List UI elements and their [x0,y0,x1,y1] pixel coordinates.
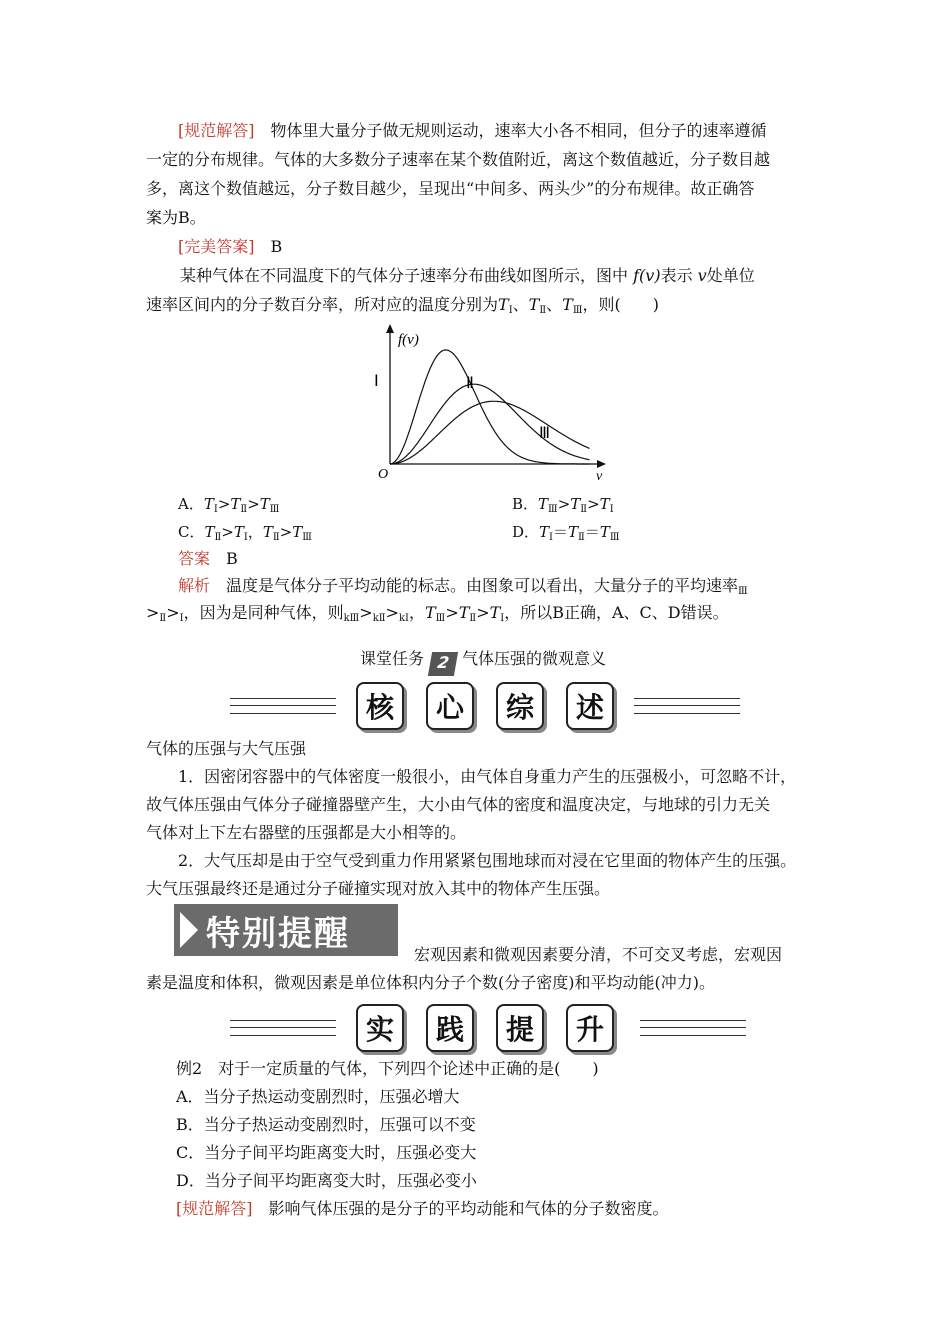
body-p1-line-1: 1．因密闭容器中的气体密度一般很小，由气体自身重力产生的压强极小，可忽略不计， [178,767,797,786]
solution-line-4: 案为B。 [146,208,206,227]
temp-symbol: T [528,295,540,314]
temp-sub: Ⅱ [214,532,222,543]
analysis-k1: kⅠ [398,613,409,624]
temp-sub: Ⅰ [549,532,553,543]
temp-symbol: T [599,523,610,541]
option-a-label: A． [178,495,204,513]
y-axis-label: f(v) [398,332,419,348]
temp-symbol: T [489,603,501,622]
example-option-c[interactable]: C．当分子间平均距离变大时，压强必变大 [176,1143,477,1162]
special-note-banner [174,904,398,956]
body-p1-line-2: 故气体压强由气体分子碰撞器壁产生，大小由气体的密度和温度决定，与地球的引力无关 [146,795,771,814]
note-line-1: 宏观因素和微观因素要分清，不可交叉考虑，宏观因 [414,945,783,964]
body-p2-line-1: 2．大气压却是由于空气受到重力作用紧紧包围地球而对浸在它里面的物体产生的压强。 [178,851,797,870]
body-p2-line-2: 大气压强最终还是通过分子碰撞实现对放入其中的物体产生压强。 [146,879,611,898]
analysis-k3: kⅢ [343,613,360,624]
temp-symbol: T [259,495,270,513]
temp-symbol: T [562,295,573,314]
gt-5: > [445,603,459,622]
note-line-2: 素是温度和体积，微观因素是单位体积内分子个数(分子密度)和平均动能(冲力)。 [146,973,715,992]
temp-sub: Ⅰ [500,613,505,624]
y-axis [386,324,394,464]
temp-symbol: T [458,603,470,622]
option-b[interactable] [512,494,614,520]
header-char: 核 [356,682,404,730]
analysis-text-1: 温度是气体分子平均动能的标志。由图象可以看出，大量分子的平均速率 [226,576,739,595]
question-text-2a: 速率区间内的分子数百分率，所对应的温度分别为 [146,295,499,314]
curve-label-2: Ⅱ [466,375,474,392]
temp-sub-2: Ⅱ [539,305,547,316]
solution-line-1 [178,120,858,142]
temp-symbol: T [233,523,244,541]
answer-tag: 答案 [178,549,211,568]
header-chars [356,682,614,730]
body-p1-line-3: 气体对上下左右器壁的压强都是大小相等的。 [146,823,467,842]
temp-sub: Ⅱ [469,613,477,624]
analysis-line-1 [178,575,858,603]
example-option-b[interactable]: B．当分子热运动变剧烈时，压强可以不变 [176,1115,476,1134]
speed-distribution-chart [364,322,620,488]
perfect-answer-value: B [270,237,283,256]
temp-sub: Ⅰ [213,504,218,515]
header-char: 实 [356,1004,404,1052]
header-rule-right [634,698,740,714]
x-axis-label: v [596,469,603,484]
analysis-k2: kⅡ [372,613,386,624]
temp-sub-1: Ⅰ [508,305,513,316]
temp-sub: Ⅲ [548,504,558,515]
solution-tag: [规范解答] [178,121,255,140]
task-number-badge: 2 [428,652,458,676]
header-char: 践 [426,1004,474,1052]
body-heading: 气体的压强与大气压强 [146,739,307,758]
relation-symbol: > [279,523,293,541]
section-header-practice [230,1004,740,1054]
temp-sub: Ⅲ [269,504,280,515]
curve-series-1 [390,350,590,464]
option-a[interactable] [178,494,279,520]
relation-symbol: ＝ [584,523,600,541]
final-solution-text: 影响气体压强的是分子的平均动能和气体的分子数密度。 [268,1199,669,1218]
option-c-label: C． [178,523,205,541]
sep-1: 、 [512,295,529,314]
analysis-sub3: Ⅲ [738,586,748,597]
question-text-1b: 表示 [660,266,693,285]
header-char: 心 [426,682,474,730]
temp-symbol: T [570,495,581,513]
option-b-text [538,495,614,513]
header-char: 综 [496,682,544,730]
relation-symbol: > [247,495,260,513]
option-a-text [204,495,280,513]
temp-symbol: T [599,495,610,513]
gt-6: > [476,603,490,622]
temp-symbol: T [568,523,579,541]
section-header-core-summary [230,682,740,732]
temp-sub: Ⅱ [272,532,280,543]
question-v: v [697,266,707,285]
analysis-sub1: Ⅰ [179,613,184,624]
option-d-text [539,523,619,541]
question-fv: f(v) [633,266,661,285]
temp-sub: Ⅲ [609,532,620,543]
option-c[interactable] [178,522,312,548]
temp-symbol: T [204,523,215,541]
task-title: 气体压强的微观意义 [462,649,607,668]
relation-symbol: > [221,523,234,541]
analysis-text-2b: ，因为是同种气体，则 [183,603,344,622]
question-line-2 [146,294,826,322]
curve-label-3: Ⅲ [539,425,551,442]
final-solution-line [176,1198,856,1220]
solution-line-2: 一定的分布规律。气体的大多数分子速率在某个数值附近，离这个数值越近，分子数目越 [146,150,771,169]
option-d[interactable] [512,522,620,548]
relation-symbol: > [557,495,571,513]
temp-sub: Ⅱ [578,532,585,543]
example-option-d[interactable]: D．当分子间平均距离变大时，压强必变小 [176,1171,477,1190]
task-prefix: 课堂任务 [360,649,425,668]
temp-symbol: T [424,603,436,622]
temp-symbol: T [538,495,549,513]
temp-symbol: T [230,495,241,513]
question-text-1a: 某种气体在不同温度下的气体分子速率分布曲线如图所示，图中 [180,266,629,285]
temp-sub: Ⅱ [240,504,248,515]
solution-text-1: 物体里大量分子做无规则运动，速率大小各不相同，但分子的速率遵循 [270,121,767,140]
temp-symbol: T [498,295,509,314]
curve-label-1: Ⅰ [374,373,379,390]
gt-2: > [166,603,180,622]
solution-line-3: 多，离这个数值越远，分子数目越少，呈现出“中间多、两头少”的分布规律。故正确答 [146,179,755,198]
option-d-label: D． [512,523,540,541]
header-rule-left [230,1020,336,1036]
perfect-answer-tag: [完美答案] [178,237,255,256]
special-note-title: 特别提醒 [206,913,350,954]
temp-symbol: T [539,523,550,541]
header-rule-right [640,1020,746,1036]
analysis-sub2: Ⅱ [159,613,167,624]
temp-sub-3: Ⅲ [572,305,583,316]
header-chars [356,1004,614,1052]
origin-label: O [378,467,389,482]
question-line-1 [180,265,860,287]
temp-sub: Ⅰ [243,532,248,543]
example-question: 例2 对于一定质量的气体，下列四个论述中正确的是( ) [176,1059,599,1078]
final-solution-tag: [规范解答] [176,1199,253,1218]
relation-symbol: > [217,495,231,513]
option-c-text [204,523,311,541]
temp-sub: Ⅲ [435,613,446,624]
arrow-icon [180,912,198,948]
question-text-2end: ，则( ) [582,295,659,314]
answer-value: B [226,549,238,568]
temp-symbol: T [292,523,303,541]
option-b-label: B． [512,495,539,513]
curves-group [374,350,590,464]
temp-sub: Ⅱ [580,504,588,515]
header-char: 述 [566,682,614,730]
header-rule-left [230,698,336,714]
relation-symbol: > [587,495,600,513]
relation-symbol: ＝ [553,523,569,541]
temp-symbol: T [262,523,273,541]
temp-symbol: T [203,495,214,513]
analysis-tag: 解析 [178,576,211,595]
temp-sub: Ⅲ [302,532,312,543]
gt-3: > [359,603,373,622]
analysis-text-2c: ，所以B正确，A、C、D错误。 [504,603,729,622]
example-option-a[interactable]: A．当分子热运动变剧烈时，压强必增大 [176,1087,460,1106]
perfect-answer-line [178,236,858,258]
curve-series-3 [390,401,590,464]
header-char: 升 [566,1004,614,1052]
temp-sub: Ⅰ [609,504,614,515]
gt-4: > [385,603,399,622]
gt-1: > [146,603,160,622]
answer-line [178,548,858,570]
sep-2: 、 [546,295,563,314]
header-char: 提 [496,1004,544,1052]
analysis-line-2: $>_Ⅱ>_Ⅰ$，因为是同种气体，则$_{kⅢ}>_{kⅡ}>_{kⅠ}$，$T_Ⅲ>T_Ⅱ>T_Ⅰ$，所以B正确，A、C、D错误。 [146,603,729,624]
task-heading [360,648,606,676]
question-text-1c: 处单位 [706,266,755,285]
relation-symbol: ， [247,523,263,541]
